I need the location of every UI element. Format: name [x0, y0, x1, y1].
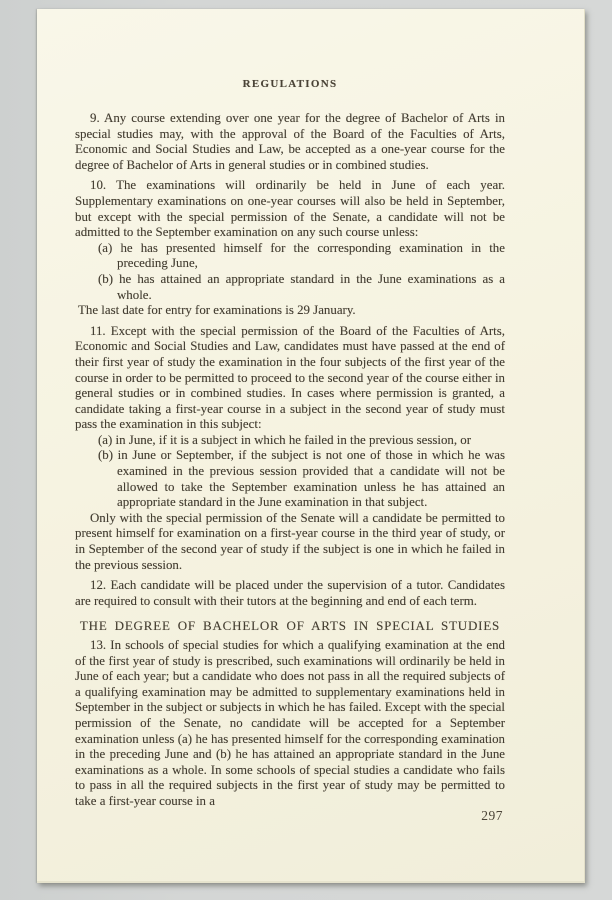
list-text-10b: he has attained an appropriate standard in the June examinations as a whole. — [117, 271, 505, 302]
paragraph-13: 13. In schools of special studies for which a qualifying examination at the end of the first year of study is prescribed, such examinations will ordinarily be held in June of each year; but a candidate who does not pass in all the required subjects of a qualifying examination may be admitted to supplementary examinations held in September in the subject or subjects in which he has failed. Except with the special permission of the Senate, no candidate will be accepted for a September examination unless (a) he has presented himself for the corresponding examination in the preceding June and (b) he has attained an appropriate standard in the June examinations as a whole. In some schools of special studies a candidate who fails to pass in all the required subjects in the first year of study may be permitted to take a first-year course in a — [75, 638, 505, 808]
document-page — [37, 9, 585, 883]
list-label-11a: (a) — [98, 432, 113, 447]
list-label-10a: (a) — [98, 240, 113, 255]
list-text-11b: in June or September, if the subject is not one of those in which he was examined in the previous session provided that a candidate will not be allowed to take the September examination unless he has attained an appropriate standard in the June examination in that subject. — [117, 448, 505, 510]
page-body — [75, 111, 505, 810]
list-item-10a — [75, 241, 505, 272]
paragraph-10: 10. The examinations will ordinarily be held in June of each year. Supplementary examinations on one-year courses will also be held in September, but except with the special permission of the Senate, a candidate will not be admitted to the September examination on any such course unless: — [75, 178, 505, 240]
list-item-11a — [75, 433, 505, 449]
paragraph-12: 12. Each candidate will be placed under the supervision of a tutor. Candidates are required to consult with their tutors at the beginning and end of each term. — [75, 578, 505, 608]
list-label-11b: (b) — [98, 448, 114, 463]
section-heading-special-studies: THE DEGREE OF BACHELOR OF ARTS IN SPECIAL STUDIES — [79, 618, 501, 634]
text-column — [75, 78, 505, 810]
paragraph-9: 9. Any course extending over one year for the degree of Bachelor of Arts in special studies may, with the approval of the Board of the Faculties of Arts, Economic and Social Studies and Law, be accepted as a one-year course for the degree of Bachelor of Arts in general studies or in combined studies. — [75, 111, 505, 172]
list-text-10a: he has presented himself for the corresponding examination in the preceding June, — [117, 240, 505, 271]
page-number: 297 — [481, 808, 503, 823]
paragraph-11-close: Only with the special permission of the Senate will a candidate be permitted to present himself for examination on a first-year course in the third year of study, or in September of the second year of study if the subject is one in which he failed in the previous session. — [75, 510, 505, 572]
running-header: REGULATIONS — [242, 78, 338, 90]
list-item-11b — [75, 448, 505, 510]
paragraph-11: 11. Except with the special permission of the Board of the Faculties of Arts, Economic and Social Studies and Law, candidates must have passed at the end of their first year of study the examination in the four subjects of the first year of the course in order to be permitted to proceed to the second year of the course either in general studies or in combined studies. In cases where permission is granted, a candidate taking a first-year course in a subject in the second year of study must pass the examination in this subject: — [75, 323, 505, 432]
list-item-10b — [75, 272, 505, 303]
list-text-11a: in June, if it is a subject in which he failed in the previous session, or — [115, 432, 472, 447]
paragraph-10-close: The last date for entry for examinations is 29 January. — [78, 303, 356, 318]
list-label-10b: (b) — [98, 271, 114, 286]
